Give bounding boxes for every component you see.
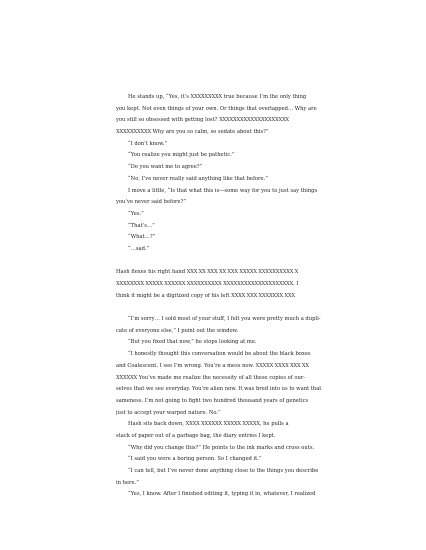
text-run: Why are you so calm, so sedate about this?” — [150, 129, 269, 136]
text-line — [116, 104, 334, 116]
paragraph-gap — [116, 302, 334, 314]
text-run: think it might be a digitized copy of his left — [116, 292, 232, 299]
text-run: and Coalescent. I see I’m wrong. You’re a mess now. — [116, 362, 256, 369]
text-line — [116, 478, 334, 490]
text-line — [116, 326, 334, 338]
text-run: I move a little, “Is that what this is—some way for you to just say things — [128, 187, 318, 194]
text-line — [116, 127, 334, 139]
text-line — [116, 384, 334, 396]
text-line — [116, 373, 334, 385]
text-run: “But you fixed that now,” he stops looking at me. — [128, 339, 257, 346]
text-run: sameness. I’m not going to fight two hundred thousand years of genetics — [116, 397, 309, 404]
text-run: , he pulls a — [259, 421, 289, 428]
text-line — [116, 232, 334, 244]
text-line — [116, 431, 334, 443]
text-line — [116, 92, 334, 104]
text-line — [116, 267, 334, 279]
text-line — [116, 221, 334, 233]
text-run: . I — [292, 281, 299, 287]
text-line — [116, 150, 334, 162]
paragraph-gap — [116, 256, 334, 268]
text-line — [116, 489, 334, 501]
text-line — [116, 349, 334, 361]
text-run: “I don’t know.” — [128, 140, 168, 147]
text-run: “That’s…” — [128, 222, 155, 229]
text-run: in here.” — [116, 479, 139, 486]
text-run: “I honestly thought this conversation would be about the black boxes — [128, 351, 311, 358]
text-line — [116, 314, 334, 326]
text-line — [116, 139, 334, 151]
redaction-marks: XXXX XXX XXXXXXX XXX — [231, 292, 295, 299]
text-run: “Yes, I know. After I finished editing it, typing it in, whatever, I realized — [128, 491, 316, 498]
text-run: “I’m sorry… I sold most of your stuff, I felt you were pretty much a dupli- — [128, 316, 321, 323]
text-run: You’ve made me realize the necessity of all these copies of our- — [136, 374, 306, 381]
redaction-marks: XXXXX XXXX XXX XX — [255, 362, 309, 369]
text-run: “You realize you might just be pathetic.” — [128, 152, 235, 159]
body-text — [116, 92, 334, 501]
text-run: “What…?” — [128, 234, 156, 241]
text-run: you still so obsessed with getting lost? — [116, 117, 220, 124]
text-line — [116, 115, 334, 127]
text-run: cate of everyone else,” I point out the window. — [116, 327, 239, 334]
text-line — [116, 186, 334, 198]
text-run: “…sad.” — [128, 245, 150, 252]
text-line — [116, 408, 334, 420]
text-run: “Yes.” — [128, 210, 144, 217]
text-line — [116, 291, 334, 303]
text-line — [116, 419, 334, 431]
redaction-marks: XXXXXXXXX — [190, 94, 222, 100]
text-line — [116, 174, 334, 186]
redaction-marks: XXX XX XXX XX XXX XXXXX XXXXXXXXXX X — [186, 269, 299, 276]
text-line — [116, 162, 334, 174]
text-line — [116, 361, 334, 373]
redaction-marks: XXXXXX — [116, 374, 137, 381]
text-run: you kept. Not even things of your own. Or things that overlapped… Why are — [116, 105, 317, 112]
text-line — [116, 197, 334, 209]
text-line — [116, 454, 334, 466]
text-run: “Why did you change this?” He points to the ink marks and cross outs. — [128, 444, 315, 451]
text-run: “Do you want me to agree?” — [128, 164, 203, 171]
text-run: “No, I’ve never really said anything like that before.” — [128, 175, 268, 182]
text-run: “I said you were a boring person. So I changed it.” — [128, 456, 262, 463]
text-run: He stands up, “Yes, it’s — [128, 94, 191, 100]
text-line — [116, 244, 334, 256]
redaction-marks: XXXXXXXXXXXXXXXXXXXX — [219, 117, 289, 124]
text-line — [116, 443, 334, 455]
text-line — [116, 466, 334, 478]
text-run: selves that we see everyday. You’re alien now. It was bred into us to want that — [116, 386, 322, 393]
redaction-marks: XXXX XXXXXX XXXXX XXXXX — [185, 421, 260, 428]
text-run: true because I’m the only thing — [221, 94, 307, 100]
text-run: “I can tell, but I’ve never done anything close to the things you describe — [128, 468, 319, 474]
text-run: just to accept your warped nature. No.” — [116, 409, 221, 416]
text-run: stack of paper out of a garbage bag, the diary entries I kept. — [116, 432, 276, 439]
text-run: Hash sits back down, — [128, 421, 186, 428]
redaction-marks: XXXXXXXXXX — [116, 129, 151, 136]
text-line — [116, 396, 334, 408]
text-run: Hash flexes his right hand — [116, 269, 187, 276]
text-line — [116, 279, 334, 291]
text-line — [116, 209, 334, 221]
text-run: you’ve never said before?” — [116, 199, 187, 206]
text-line — [116, 337, 334, 349]
redaction-marks: XXXXXXXX XXXXX XXXXXX XXXXXXXXXX XXXXXXXXXXXXXXXXXXXX — [116, 281, 293, 287]
